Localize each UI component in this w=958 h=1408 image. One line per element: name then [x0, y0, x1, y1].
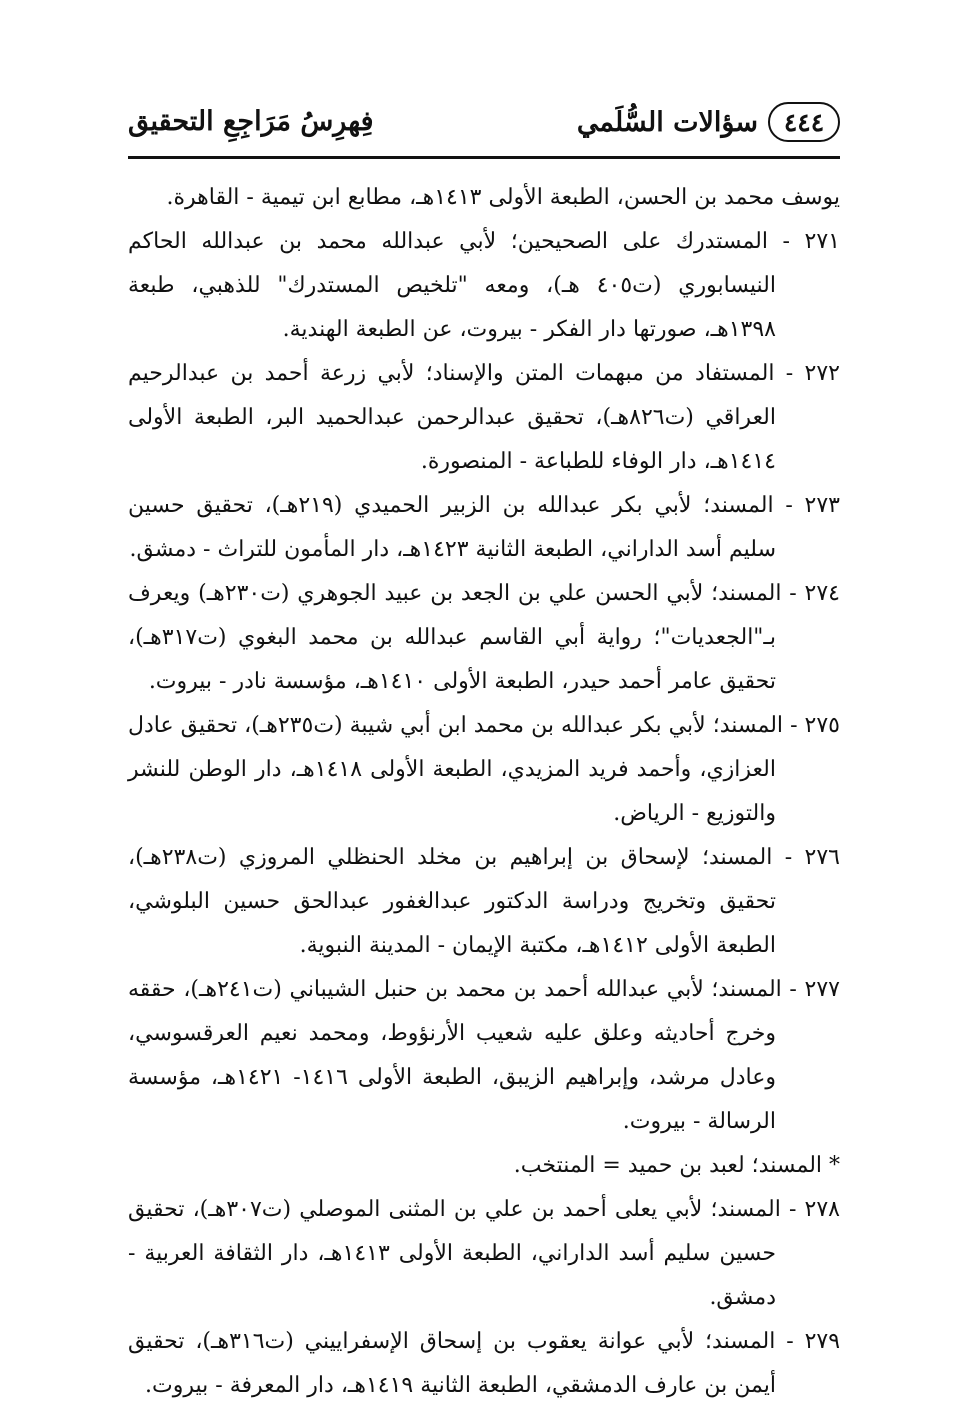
reference-entry-276: ٢٧٦ - المسند؛ لإسحاق بن إبراهيم بن مخلد الحنظلي المروزي (ت٢٣٨هـ)، تحقيق وتخريج ودراسة الدكتور عبدالغفور عبدالحق حسين البلوشي، الطبعة الأولى ١٤١٢هـ، مكتبة الإيمان - المدينة النبوية.: [128, 845, 840, 958]
reference-entry-274: ٢٧٤ - المسند؛ لأبي الحسن علي بن الجعد بن عبيد الجوهري (ت٢٣٠هـ) ويعرف بـ"الجعديات"؛ رواية أبي القاسم عبدالله بن محمد البغوي (ت٣١٧هـ)، تحقيق عامر أحمد حيدر، الطبعة الأولى ١٤١٠هـ، مؤسسة نادر - بيروت.: [128, 581, 840, 694]
header-right-group: [577, 102, 840, 142]
reference-entry-272: ٢٧٢ - المستفاد من مبهمات المتن والإسناد؛ لأبي زرعة أحمد بن عبدالرحيم العراقي (ت٨٢٦هـ)، تحقيق عبدالرحمن عبدالحميد البر، الطبعة الأولى ١٤١٤هـ، دار الوفاء للطباعة - المنصورة.: [128, 361, 840, 474]
reference-entry-271: ٢٧١ - المستدرك على الصحيحين؛ لأبي عبدالله محمد بن عبدالله الحاكم النيسابوري (ت٤٠٥ هـ)، ومعه "تلخيص المستدرك" للذهبي، طبعة ١٣٩٨هـ، صورتها دار الفكر - بيروت، عن الطبعة الهندية.: [128, 229, 840, 342]
reference-entry-275: ٢٧٥ - المسند؛ لأبي بكر عبدالله بن محمد ابن أبي شيبة (ت٢٣٥هـ)، تحقيق عادل العزازي، وأحمد فريد المزيدي، الطبعة الأولى ١٤١٨هـ، دار الوطن للنشر والتوزيع - الرياض.: [128, 713, 840, 826]
cross-reference-entry: * المسند؛ لعبد بن حميد = المنتخب.: [513, 1153, 840, 1178]
page-header: [128, 96, 840, 166]
reference-entry-278: ٢٧٨ - المسند؛ لأبي يعلى أحمد بن علي بن المثنى الموصلي (ت٣٠٧هـ)، تحقيق حسين سليم أسد الداراني، الطبعة الأولى ١٤١٣هـ، دار الثقافة العربية - دمشق.: [128, 1197, 840, 1310]
page-number: ٤٤٤: [768, 102, 840, 142]
reference-entry-continuation: يوسف محمد بن الحسن، الطبعة الأولى ١٤١٣هـ، مطابع ابن تيمية - القاهرة.: [166, 185, 840, 210]
references-list: [128, 176, 840, 1408]
reference-entry-277: ٢٧٧ - المسند؛ لأبي عبدالله أحمد بن محمد بن حنبل الشيباني (ت٢٤١هـ)، حققه وخرج أحاديثه وعلق عليه شعيب الأرنؤوط، ومحمد نعيم العرقسوسي، وعادل مرشد، وإبراهيم الزيبق، الطبعة الأولى ١٤١٦- ١٤٢١هـ، مؤسسة الرسالة - بيروت.: [128, 977, 840, 1134]
section-title: فِهرِسُ مَرَاجِعِ التحقيق: [128, 106, 374, 137]
reference-entry-273: ٢٧٣ - المسند؛ لأبي بكر عبدالله بن الزبير الحميدي (٢١٩هـ)، تحقيق حسين سليم أسد الداراني، الطبعة الثانية ١٤٢٣هـ، دار المأمون للتراث - دمشق.: [128, 493, 840, 562]
book-title: سؤالات السُّلَمي: [576, 106, 758, 138]
reference-entry-279: ٢٧٩ - المسند؛ لأبي عوانة يعقوب بن إسحاق الإسفراييني (ت٣١٦هـ)، تحقيق أيمن بن عارف الدمشقي، الطبعة الثانية ١٤١٩هـ، دار المعرفة - بيروت.: [128, 1329, 841, 1398]
header-rule: [128, 156, 840, 159]
